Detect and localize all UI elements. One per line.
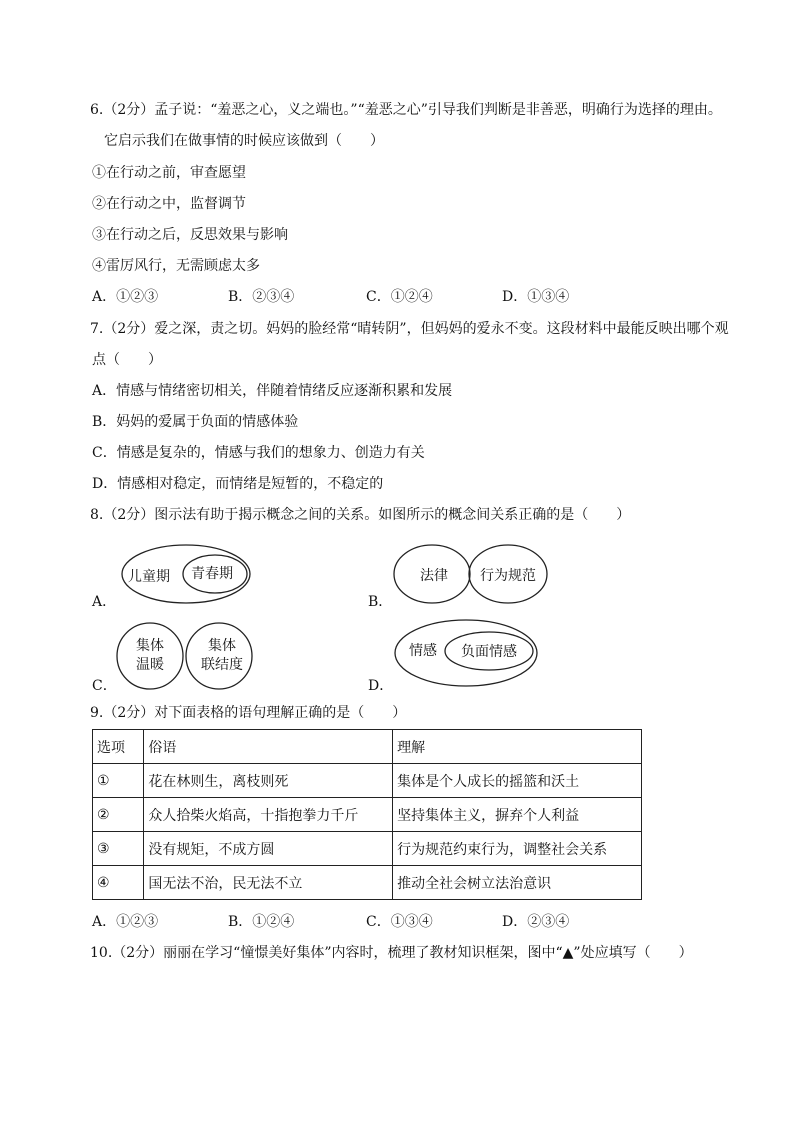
diagram-c-left-label-2: 温暖 xyxy=(136,657,164,673)
diagram-c-left-label-1: 集体 xyxy=(136,638,164,654)
table-row xyxy=(93,832,642,866)
q7-choice-d[interactable]: D．情感相对稳定，而情绪是短暂的，不稳定的 xyxy=(92,476,384,492)
table-cell: 坚持集体主义，摒弃个人利益 xyxy=(393,798,642,832)
table-cell: ④ xyxy=(93,866,144,900)
q6-choice-d[interactable]: D．①③④ xyxy=(502,289,570,305)
diagram-d-inner-label: 负面情感 xyxy=(461,644,517,660)
table-row xyxy=(93,764,642,798)
q7-choice-b[interactable]: B．妈妈的爱属于负面的情感体验 xyxy=(92,414,299,430)
q9-choice-d[interactable]: D．②③④ xyxy=(502,914,570,930)
table-header-cell: 选项 xyxy=(93,730,144,764)
table-cell: 推动全社会树立法治意识 xyxy=(393,866,642,900)
table-cell: 行为规范约束行为，调整社会关系 xyxy=(393,832,642,866)
table-cell: 花在林则生，离枝则死 xyxy=(144,764,393,798)
table-cell: 众人拾柴火焰高，十指抱拳力千斤 xyxy=(144,798,393,832)
q8-choice-c[interactable]: C． xyxy=(92,678,117,694)
table-row xyxy=(93,866,642,900)
q7-choice-a[interactable]: A．情感与情绪密切相关，伴随着情绪反应逐渐积累和发展 xyxy=(92,383,453,399)
q10-stem: 10.（2分）丽丽在学习“憧憬美好集体”内容时，梳理了教材知识框架，图中“▲”处应填写（ ） xyxy=(90,945,693,961)
diagram-b-left-label: 法律 xyxy=(420,568,448,584)
table-cell: ② xyxy=(93,798,144,832)
q6-choice-b[interactable]: B．②③④ xyxy=(228,289,295,305)
q8-choice-a[interactable]: A． xyxy=(92,594,117,610)
table-header-cell: 理解 xyxy=(393,730,642,764)
q7-choice-c[interactable]: C．情感是复杂的，情感与我们的想象力、创造力有关 xyxy=(92,445,425,461)
q9-table xyxy=(92,729,642,900)
q6-item-3: ③在行动之后，反思效果与影响 xyxy=(92,227,288,243)
table-cell: 集体是个人成长的摇篮和沃土 xyxy=(393,764,642,798)
diagram-b-right-label: 行为规范 xyxy=(480,568,536,584)
q7-stem-line1: 7.（2分）爱之深，责之切。妈妈的脸经常“晴转阴”，但妈妈的爱永不变。这段材料中最能反映出哪个观 xyxy=(90,321,729,337)
q9-choice-b[interactable]: B．①②④ xyxy=(228,914,295,930)
table-cell: ③ xyxy=(93,832,144,866)
q6-item-1: ①在行动之前，审查愿望 xyxy=(92,165,246,181)
q6-stem-line1: 6.（2分）孟子说：“羞恶之心，义之端也。”“羞恶之心”引导我们判断是非善恶，明确行为选择的理由。 xyxy=(90,102,722,118)
q8-choice-d[interactable]: D． xyxy=(368,678,394,694)
diagram-a-inner-label: 青春期 xyxy=(191,566,233,582)
table-row xyxy=(93,798,642,832)
q6-choice-a[interactable]: A．①②③ xyxy=(92,289,159,305)
q9-choice-c[interactable]: C．①③④ xyxy=(366,914,433,930)
q8-choice-b[interactable]: B． xyxy=(368,594,393,610)
table-cell: 没有规矩，不成方圆 xyxy=(144,832,393,866)
q6-item-4: ④雷厉风行，无需顾虑太多 xyxy=(92,258,260,274)
diagram-d-outer-label: 情感 xyxy=(409,643,437,659)
diagram-c-right-label-2: 联结度 xyxy=(201,657,243,673)
diagram-c-right-label-1: 集体 xyxy=(208,638,236,654)
table-cell: ① xyxy=(93,764,144,798)
table-header-cell: 俗语 xyxy=(144,730,393,764)
q6-choice-c[interactable]: C．①②④ xyxy=(366,289,433,305)
q9-choice-a[interactable]: A．①②③ xyxy=(92,914,159,930)
q7-stem-line2: 点（ ） xyxy=(92,352,162,368)
q6-stem-line2: 它启示我们在做事情的时候应该做到（ ） xyxy=(104,133,384,149)
table-header-row xyxy=(93,730,642,764)
diagram-a-outer-label: 儿童期 xyxy=(128,569,170,585)
table-cell: 国无法不治，民无法不立 xyxy=(144,866,393,900)
q9-stem: 9.（2分）对下面表格的语句理解正确的是（ ） xyxy=(90,705,407,721)
q6-item-2: ②在行动之中，监督调节 xyxy=(92,196,246,212)
q8-stem: 8.（2分）图示法有助于揭示概念之间的关系。如图所示的概念间关系正确的是（ ） xyxy=(90,507,631,523)
